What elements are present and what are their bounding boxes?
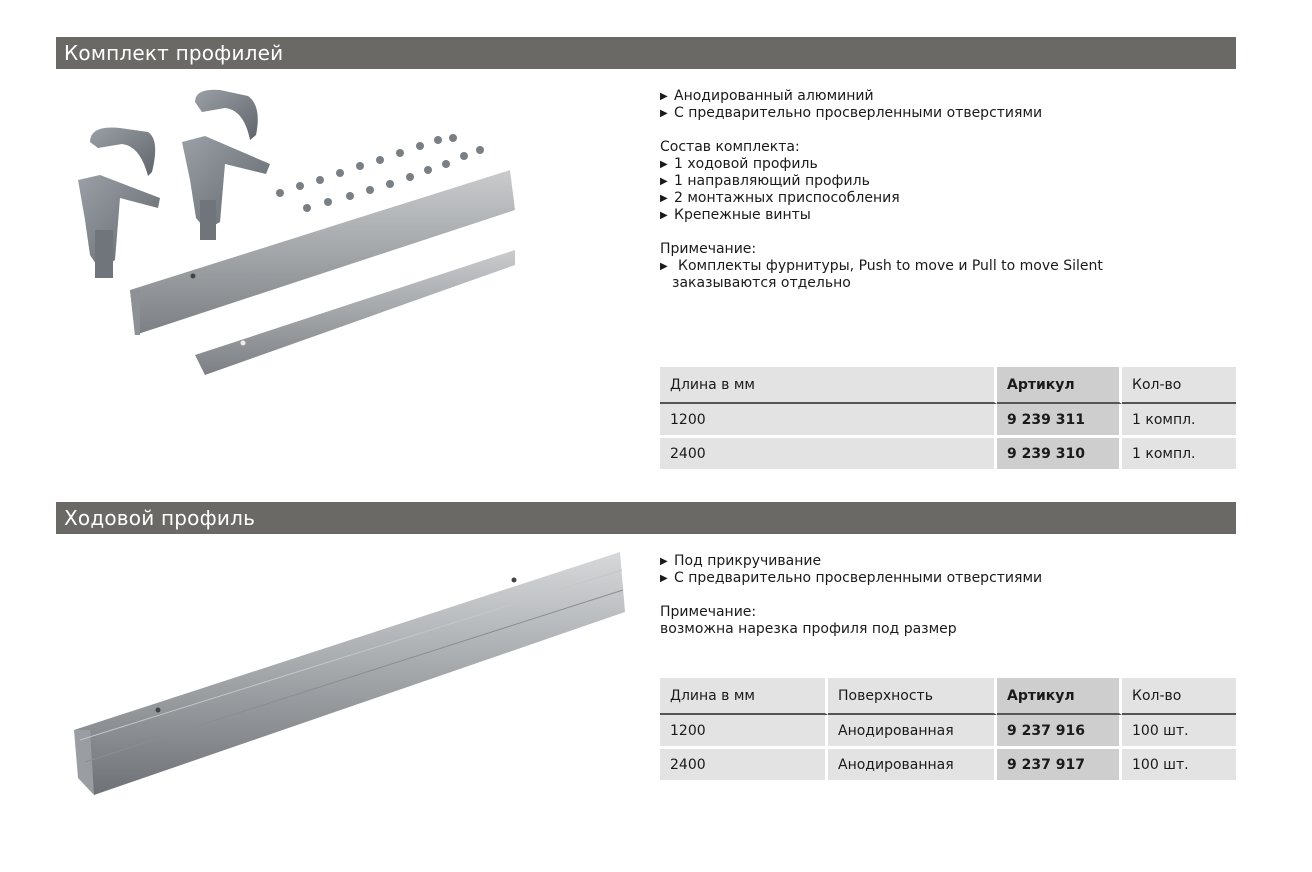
- running-profile-info: [660, 553, 1240, 638]
- section-title-running-profile: Ходовой профиль: [56, 502, 1236, 534]
- table-row: [660, 404, 1236, 438]
- table-header-row: [660, 678, 1236, 715]
- cell-article: 9 237 917: [997, 749, 1122, 783]
- header-quantity: Кол-во: [1122, 367, 1236, 404]
- cell-length: 1200: [660, 404, 997, 438]
- contents-item: ▶ 1 направляющий профиль: [660, 173, 870, 189]
- note-label: Примечание:: [660, 604, 757, 620]
- header-article: Артикул: [997, 367, 1122, 404]
- cell-length: 2400: [660, 749, 828, 783]
- cell-article: 9 239 311: [997, 404, 1122, 438]
- header-article: Артикул: [997, 678, 1122, 715]
- contents-item: ▶ 1 ходовой профиль: [660, 156, 818, 172]
- mounting-clamp-right: [182, 90, 270, 240]
- contents-item: ▶ 2 монтажных приспособления: [660, 190, 900, 206]
- note-item: ▶ Комплекты фурнитуры, Push to move и Pull to move Silent заказываются отдельно: [660, 258, 1103, 291]
- cell-quantity: 100 шт.: [1122, 749, 1236, 783]
- note-text: возможна нарезка профиля под размер: [660, 621, 957, 637]
- contents-item: ▶ Крепежные винты: [660, 207, 811, 223]
- feature-item: ▶ Анодированный алюминий: [660, 88, 874, 104]
- profile-set-info: [660, 88, 1240, 292]
- bullet-arrow-icon: ▶: [660, 91, 668, 102]
- bullet-arrow-icon: ▶: [660, 108, 668, 119]
- cell-quantity: 100 шт.: [1122, 715, 1236, 749]
- bullet-arrow-icon: ▶: [660, 193, 668, 204]
- mounting-clamp-left: [78, 128, 160, 278]
- cell-surface: Анодированная: [828, 749, 997, 783]
- running-profile-image: [60, 540, 640, 820]
- table-row: [660, 749, 1236, 783]
- header-length: Длина в мм: [660, 678, 828, 715]
- bullet-arrow-icon: ▶: [660, 556, 668, 567]
- header-quantity: Кол-во: [1122, 678, 1236, 715]
- bullet-arrow-icon: ▶: [660, 176, 668, 187]
- section-title-profile-set: Комплект профилей: [56, 37, 1236, 69]
- feature-list: [660, 88, 1240, 122]
- cell-surface: Анодированная: [828, 715, 997, 749]
- feature-item: ▶ С предварительно просверленными отверстиями: [660, 105, 1043, 121]
- cell-length: 2400: [660, 438, 997, 472]
- cell-quantity: 1 компл.: [1122, 438, 1236, 472]
- cell-article: 9 239 310: [997, 438, 1122, 472]
- cell-length: 1200: [660, 715, 828, 749]
- cell-article: 9 237 916: [997, 715, 1122, 749]
- feature-item: ▶ С предварительно просверленными отверстиями: [660, 570, 1043, 586]
- bullet-arrow-icon: ▶: [660, 573, 668, 584]
- contents-label: Состав комплекта:: [660, 139, 800, 155]
- bullet-arrow-icon: ▶: [660, 210, 668, 221]
- header-length: Длина в мм: [660, 367, 997, 404]
- running-profile-rail: [130, 170, 515, 335]
- note-label: Примечание:: [660, 241, 757, 257]
- table-header-row: [660, 367, 1236, 404]
- cell-quantity: 1 компл.: [1122, 404, 1236, 438]
- running-profile-rail: [74, 552, 625, 795]
- table-row: [660, 438, 1236, 472]
- contents-list: [660, 156, 1240, 224]
- profile-set-table: [660, 367, 1236, 472]
- profile-set-image: [60, 80, 540, 400]
- bullet-arrow-icon: ▶: [660, 261, 668, 272]
- feature-list: [660, 553, 1240, 587]
- table-row: [660, 715, 1236, 749]
- header-surface: Поверхность: [828, 678, 997, 715]
- running-profile-table: [660, 678, 1236, 783]
- note-list: [660, 258, 1240, 292]
- bullet-arrow-icon: ▶: [660, 159, 668, 170]
- feature-item: ▶ Под прикручивание: [660, 553, 822, 569]
